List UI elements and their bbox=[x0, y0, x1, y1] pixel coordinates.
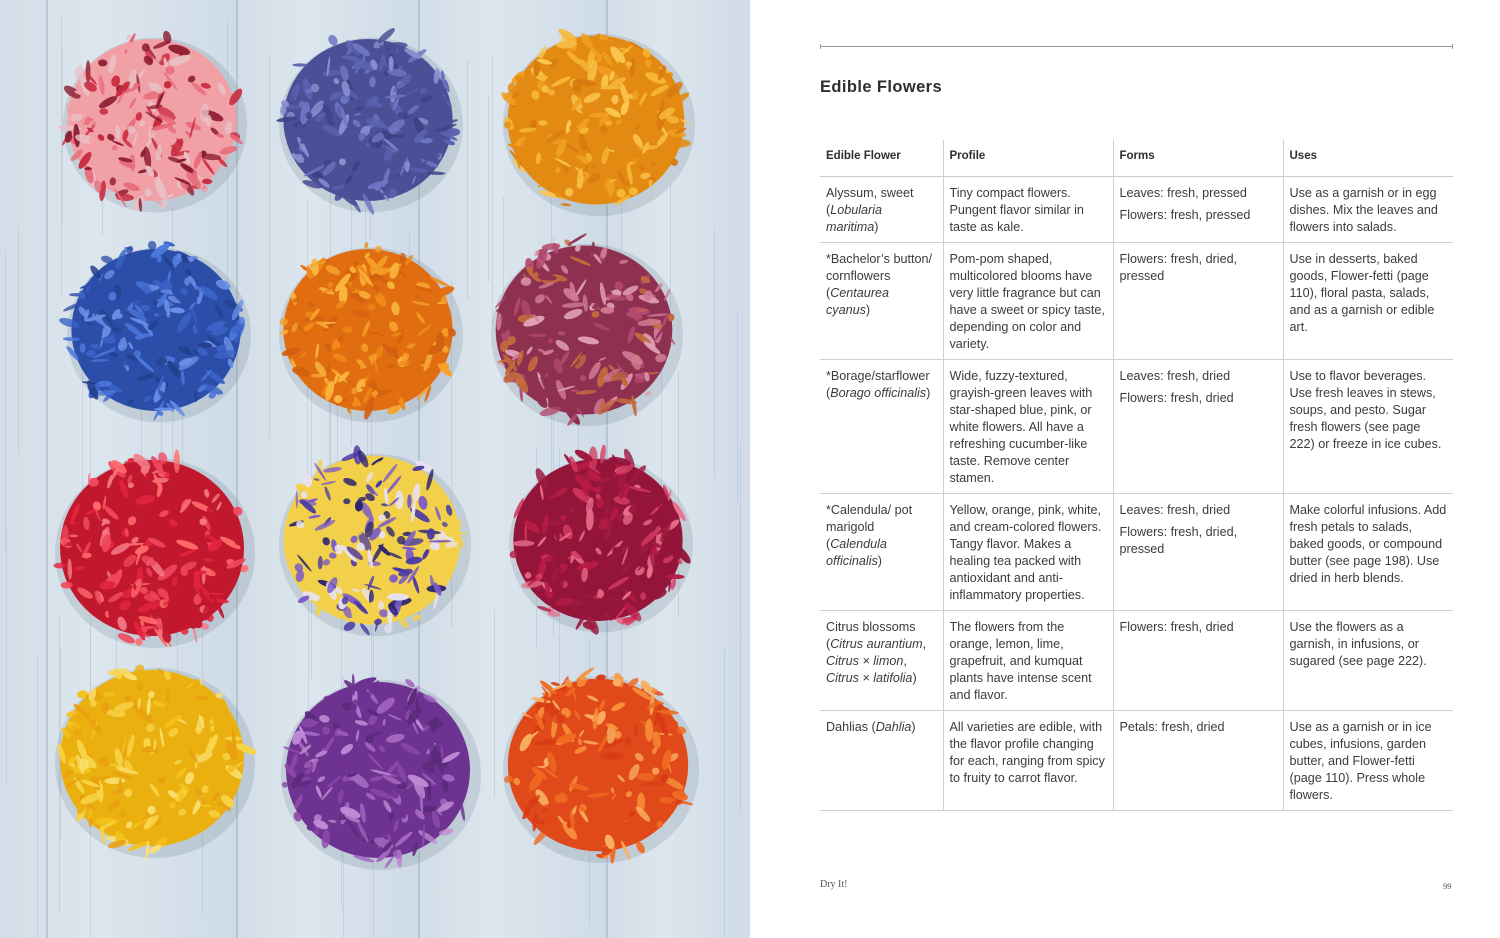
table-row bbox=[820, 176, 1453, 242]
column-header-profile: Profile bbox=[943, 140, 1113, 176]
table-body bbox=[820, 176, 1453, 810]
column-header-forms: Forms bbox=[1113, 140, 1283, 176]
red-clover-pile bbox=[494, 436, 702, 644]
cell-profile: Pom-pom shaped, multicolored blooms have very little fragrance but can have a sweet or spicy taste, depending on color and variety. bbox=[943, 242, 1113, 359]
lavender-pile bbox=[264, 16, 472, 224]
form-entry: Flowers: fresh, dried bbox=[1119, 390, 1234, 405]
form-entry: Flowers: fresh, pressed bbox=[1119, 207, 1251, 222]
form-entry: Leaves: fresh, dried bbox=[1119, 368, 1231, 383]
cell-profile: All varieties are edible, with the flavor profile changing for each, ranging from spicy to fruity to carrot flavor. bbox=[943, 710, 1113, 810]
cell-profile: The flowers from the orange, lemon, lime, grapefruit, and kumquat plants have intense scent and flavor. bbox=[943, 610, 1113, 710]
cell-uses: Use the flowers as a garnish, in infusions, or sugared (see page 222). bbox=[1283, 610, 1453, 710]
table-row bbox=[820, 710, 1453, 810]
form-entry: Flowers: fresh, dried, pressed bbox=[1119, 524, 1238, 556]
top-rule bbox=[820, 46, 1453, 47]
marigold-petals-pile bbox=[264, 226, 472, 434]
form-entry: Flowers: fresh, dried bbox=[1119, 619, 1234, 634]
cell-edible-flower: Citrus blossoms (Citrus aurantium, Citrus × limon, Citrus × latifolia) bbox=[820, 610, 943, 710]
cell-forms bbox=[1113, 710, 1283, 810]
pansy-pile bbox=[264, 432, 480, 648]
form-entry: Leaves: fresh, pressed bbox=[1119, 185, 1247, 200]
cell-forms bbox=[1113, 242, 1283, 359]
cell-profile: Yellow, orange, pink, white, and cream-colored flowers. Tangy flavor. Makes a healing tea packed with antioxidant and anti-inflammatory properties. bbox=[943, 493, 1113, 610]
page-title: Edible Flowers bbox=[820, 78, 943, 96]
table-header-row bbox=[820, 140, 1453, 176]
column-header-uses: Uses bbox=[1283, 140, 1453, 176]
page-number: 99 bbox=[1443, 881, 1452, 891]
orange-nasturtium-pile bbox=[488, 655, 708, 875]
yellow-calendula-pile bbox=[40, 646, 264, 870]
form-entry: Leaves: fresh, dried bbox=[1119, 502, 1231, 517]
mixed-red-pink-petals-pile bbox=[48, 16, 256, 224]
table-row bbox=[820, 359, 1453, 493]
cell-edible-flower: *Calendula/ pot marigold (Calendula officinalis) bbox=[820, 493, 943, 610]
cell-uses: Use in desserts, baked goods, Flower-fetti (page 110), floral pasta, salads, and as a garnish or edible art. bbox=[1283, 242, 1453, 359]
cell-profile: Wide, fuzzy-textured, grayish-green leaves with star-shaped blue, pink, or white flowers. All have a refreshing cucumber-like taste. Remove center stamen. bbox=[943, 359, 1113, 493]
book-page bbox=[750, 0, 1500, 938]
cell-uses: Use to flavor beverages. Use fresh leaves in stews, soups, and pesto. Sugar fresh flowers (see page 222) or freeze in ice cubes. bbox=[1283, 359, 1453, 493]
cell-edible-flower: *Borage/starflower (Borago officinalis) bbox=[820, 359, 943, 493]
table-row bbox=[820, 242, 1453, 359]
calendula-orange-petals-pile bbox=[488, 12, 704, 228]
edible-flowers-table bbox=[820, 140, 1453, 811]
purple-petals-pile bbox=[266, 658, 490, 882]
footer-section-title: Dry It! bbox=[820, 879, 848, 890]
cornflower-pile bbox=[52, 226, 260, 434]
cell-forms bbox=[1113, 176, 1283, 242]
cell-forms bbox=[1113, 610, 1283, 710]
table-row bbox=[820, 610, 1453, 710]
form-entry: Petals: fresh, dried bbox=[1119, 719, 1225, 734]
mixed-dried-pink-petals-pile bbox=[476, 222, 692, 438]
column-header-edible-flower: Edible Flower bbox=[820, 140, 943, 176]
cell-uses: Use as a garnish or in ice cubes, infusions, garden butter, and Flower-fetti (page 110). Press whole flowers. bbox=[1283, 710, 1453, 810]
cell-edible-flower: Alyssum, sweet (Lobularia maritima) bbox=[820, 176, 943, 242]
cell-uses: Make colorful infusions. Add fresh petals to salads, baked goods, or compound butter (see page 198). Use dried in herb blends. bbox=[1283, 493, 1453, 610]
cell-edible-flower: *Bachelor’s button/ cornflowers (Centaurea cyanus) bbox=[820, 242, 943, 359]
cell-edible-flower: Dahlias (Dahlia) bbox=[820, 710, 943, 810]
table-row bbox=[820, 493, 1453, 610]
cell-profile: Tiny compact flowers. Pungent flavor similar in taste as kale. bbox=[943, 176, 1113, 242]
red-rose-petals-pile bbox=[40, 436, 264, 660]
cell-uses: Use as a garnish or in egg dishes. Mix the leaves and flowers into salads. bbox=[1283, 176, 1453, 242]
cell-forms bbox=[1113, 359, 1283, 493]
form-entry: Flowers: fresh, dried, pressed bbox=[1119, 251, 1238, 283]
cell-forms bbox=[1113, 493, 1283, 610]
